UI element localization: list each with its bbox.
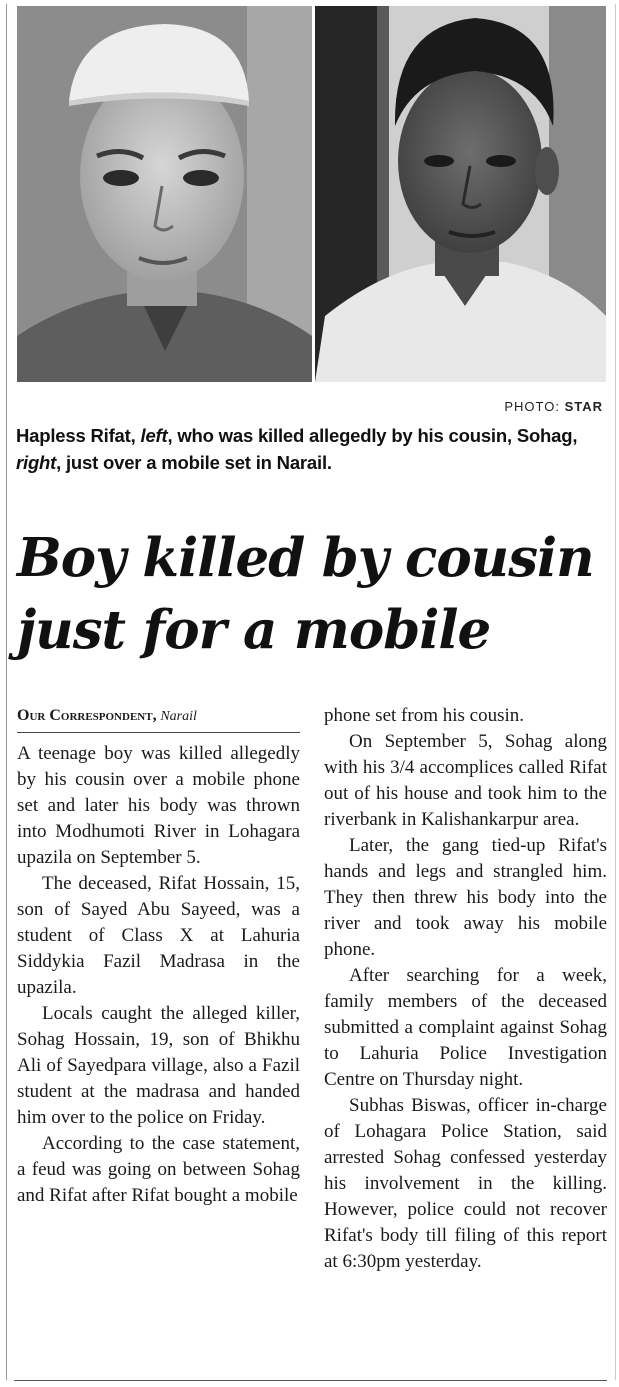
article-column-right — [324, 703, 607, 1275]
portrait-boy-illustration — [17, 6, 312, 382]
photo-credit — [504, 399, 603, 414]
headline-line-1: Boy killed by cousin — [17, 527, 594, 589]
paragraph: phone set from his cousin. — [324, 705, 525, 726]
headline — [17, 522, 612, 666]
caption-text-2: , who was killed allegedly by his cousin, Sohag, — [167, 425, 578, 446]
caption-text-3: , just over a mobile set in Narail. — [56, 452, 332, 473]
paragraph: A teenage boy was killed allegedly by his cousin over a mobile phone set and later his body was thrown into Modhumoti River in Lohagara upazila on September 5. — [17, 743, 300, 868]
byline-place: Narail — [160, 709, 197, 724]
paragraph: On September 5, Sohag along with his 3/4 accomplices called Rifat out of his house and took him to the riverbank in Kalishankarpur area. — [324, 731, 607, 830]
byline — [17, 703, 300, 733]
paragraph: Later, the gang tied-up Rifat's hands and legs and strangled him. They then threw his body into the river and took away his mobile phone. — [324, 835, 607, 960]
caption-left-word: left — [140, 425, 168, 446]
photo-credit-prefix: PHOTO: — [504, 399, 565, 414]
paragraph: After searching for a week, family members of the deceased submitted a complaint against Sohag to Lahuria Police Investigation Centre on Thursday night. — [324, 965, 607, 1090]
portrait-young-man-illustration — [315, 6, 606, 382]
paragraph: Locals caught the alleged killer, Sohag Hossain, 19, son of Bhikhu Ali of Sayedpara village, also a Fazil student at the madrasa and handed him over to the police on Friday. — [17, 1003, 300, 1128]
photo-strip — [17, 6, 606, 382]
photo-caption — [16, 422, 610, 476]
byline-name: Our Correspondent, — [17, 707, 157, 724]
bottom-divider — [14, 1380, 607, 1381]
caption-text-1: Hapless Rifat, — [16, 425, 141, 446]
headline-line-2: just for a mobile — [17, 599, 491, 661]
photo-left-portrait — [17, 6, 312, 382]
caption-right-word: right — [16, 452, 57, 473]
photo-right-portrait — [315, 6, 606, 382]
article-column-left — [17, 703, 300, 1209]
paragraph: The deceased, Rifat Hossain, 15, son of Sayed Abu Sayeed, was a student of Class X at Lahuria Siddykia Fazil Madrasa in the upazila. — [17, 873, 300, 998]
paragraph: According to the case statement, a feud was going on between Sohag and Rifat after Rifat bought a mobile — [17, 1133, 300, 1206]
paragraph: Subhas Biswas, officer in-charge of Lohagara Police Station, said arrested Sohag confessed yesterday his involvement in the killing. However, police could not recover Rifat's body till filing of this report at 6:30pm yesterday. — [324, 1095, 607, 1272]
photo-credit-source: STAR — [564, 399, 603, 414]
